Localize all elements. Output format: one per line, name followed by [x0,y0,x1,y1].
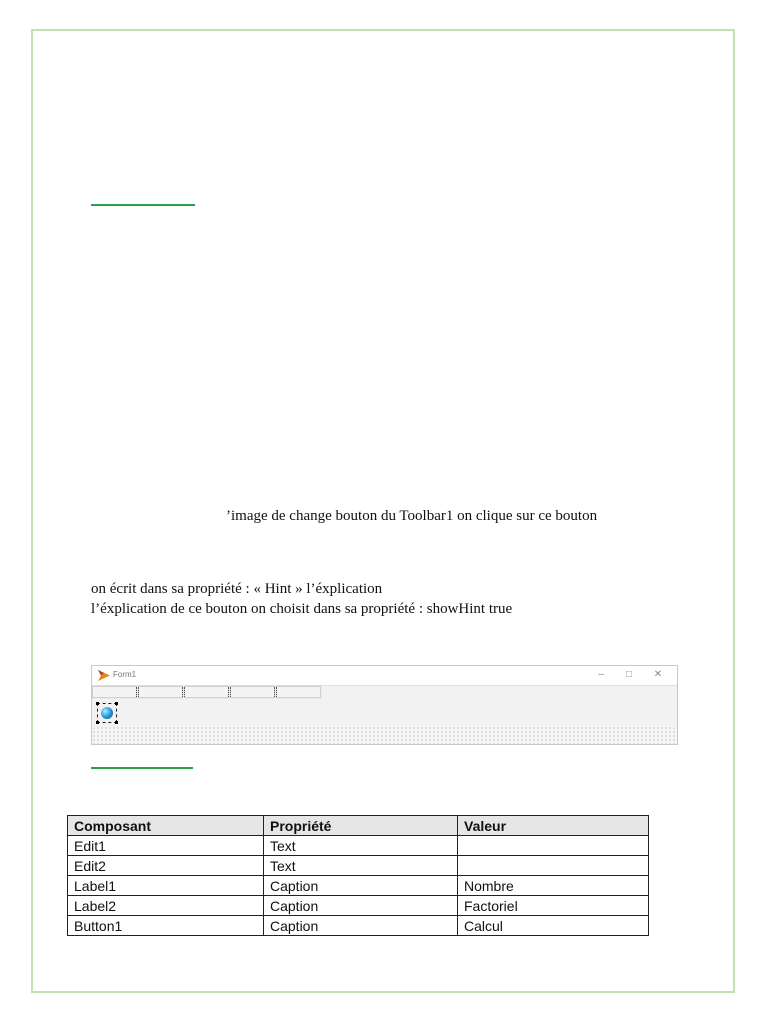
toolbar-separator [182,687,185,697]
table-cell [458,856,649,876]
table-row [68,836,649,856]
toolbar-button-4[interactable] [230,686,275,698]
table-cell: Nombre [458,876,649,896]
table-cell: Caption [264,916,458,936]
paragraph-line-1: ’image de change bouton du Toolbar1 on clique sur ce bouton [226,508,598,524]
column-header: Propriété [264,816,458,836]
form1-designer-window [91,665,678,745]
table-cell: Factoriel [458,896,649,916]
toolbar-button-2[interactable] [138,686,183,698]
resize-handle[interactable] [115,702,118,705]
table-cell: Text [264,836,458,856]
toolbar-button-1[interactable] [92,686,137,698]
heading-underline-1 [91,204,195,206]
table-cell: Label1 [68,876,264,896]
table-cell: Label2 [68,896,264,916]
toolbar-separator [136,687,139,697]
form-title: Form1 [113,670,137,679]
table-cell: Button1 [68,916,264,936]
table-cell: Text [264,856,458,876]
minimize-button[interactable]: – [598,669,604,680]
paragraph-line-3: l’éxplication de ce bouton on choisit dans sa propriété : showHint true [91,601,513,617]
table-cell: Edit2 [68,856,264,876]
delphi-logo-icon [98,670,110,681]
table-header-row [68,816,649,836]
paragraph-line-2: on écrit dans sa propriété : « Hint » l’éxplication [91,581,383,597]
toolbar-button-5[interactable] [276,686,321,698]
properties-table [67,815,649,936]
close-button[interactable]: ✕ [653,669,663,680]
toolbar-separator [274,687,277,697]
column-header: Composant [68,816,264,836]
resize-handle[interactable] [96,721,99,724]
table-row [68,896,649,916]
maximize-button[interactable]: □ [625,669,633,680]
selected-component[interactable] [97,703,117,723]
resize-handle[interactable] [115,721,118,724]
form-titlebar [92,666,677,686]
table-row [68,916,649,936]
toolbar-separator [228,687,231,697]
resize-handle[interactable] [96,702,99,705]
column-header: Valeur [458,816,649,836]
table-cell: Edit1 [68,836,264,856]
table-cell: Caption [264,896,458,916]
heading-underline-2 [91,767,193,769]
form-design-grid [92,726,677,744]
table-row [68,856,649,876]
table-cell: Caption [264,876,458,896]
table-cell: Calcul [458,916,649,936]
toolbar-button-3[interactable] [184,686,229,698]
toolbar1 [92,686,322,699]
table-row [68,876,649,896]
table-cell [458,836,649,856]
globe-icon [101,707,113,719]
